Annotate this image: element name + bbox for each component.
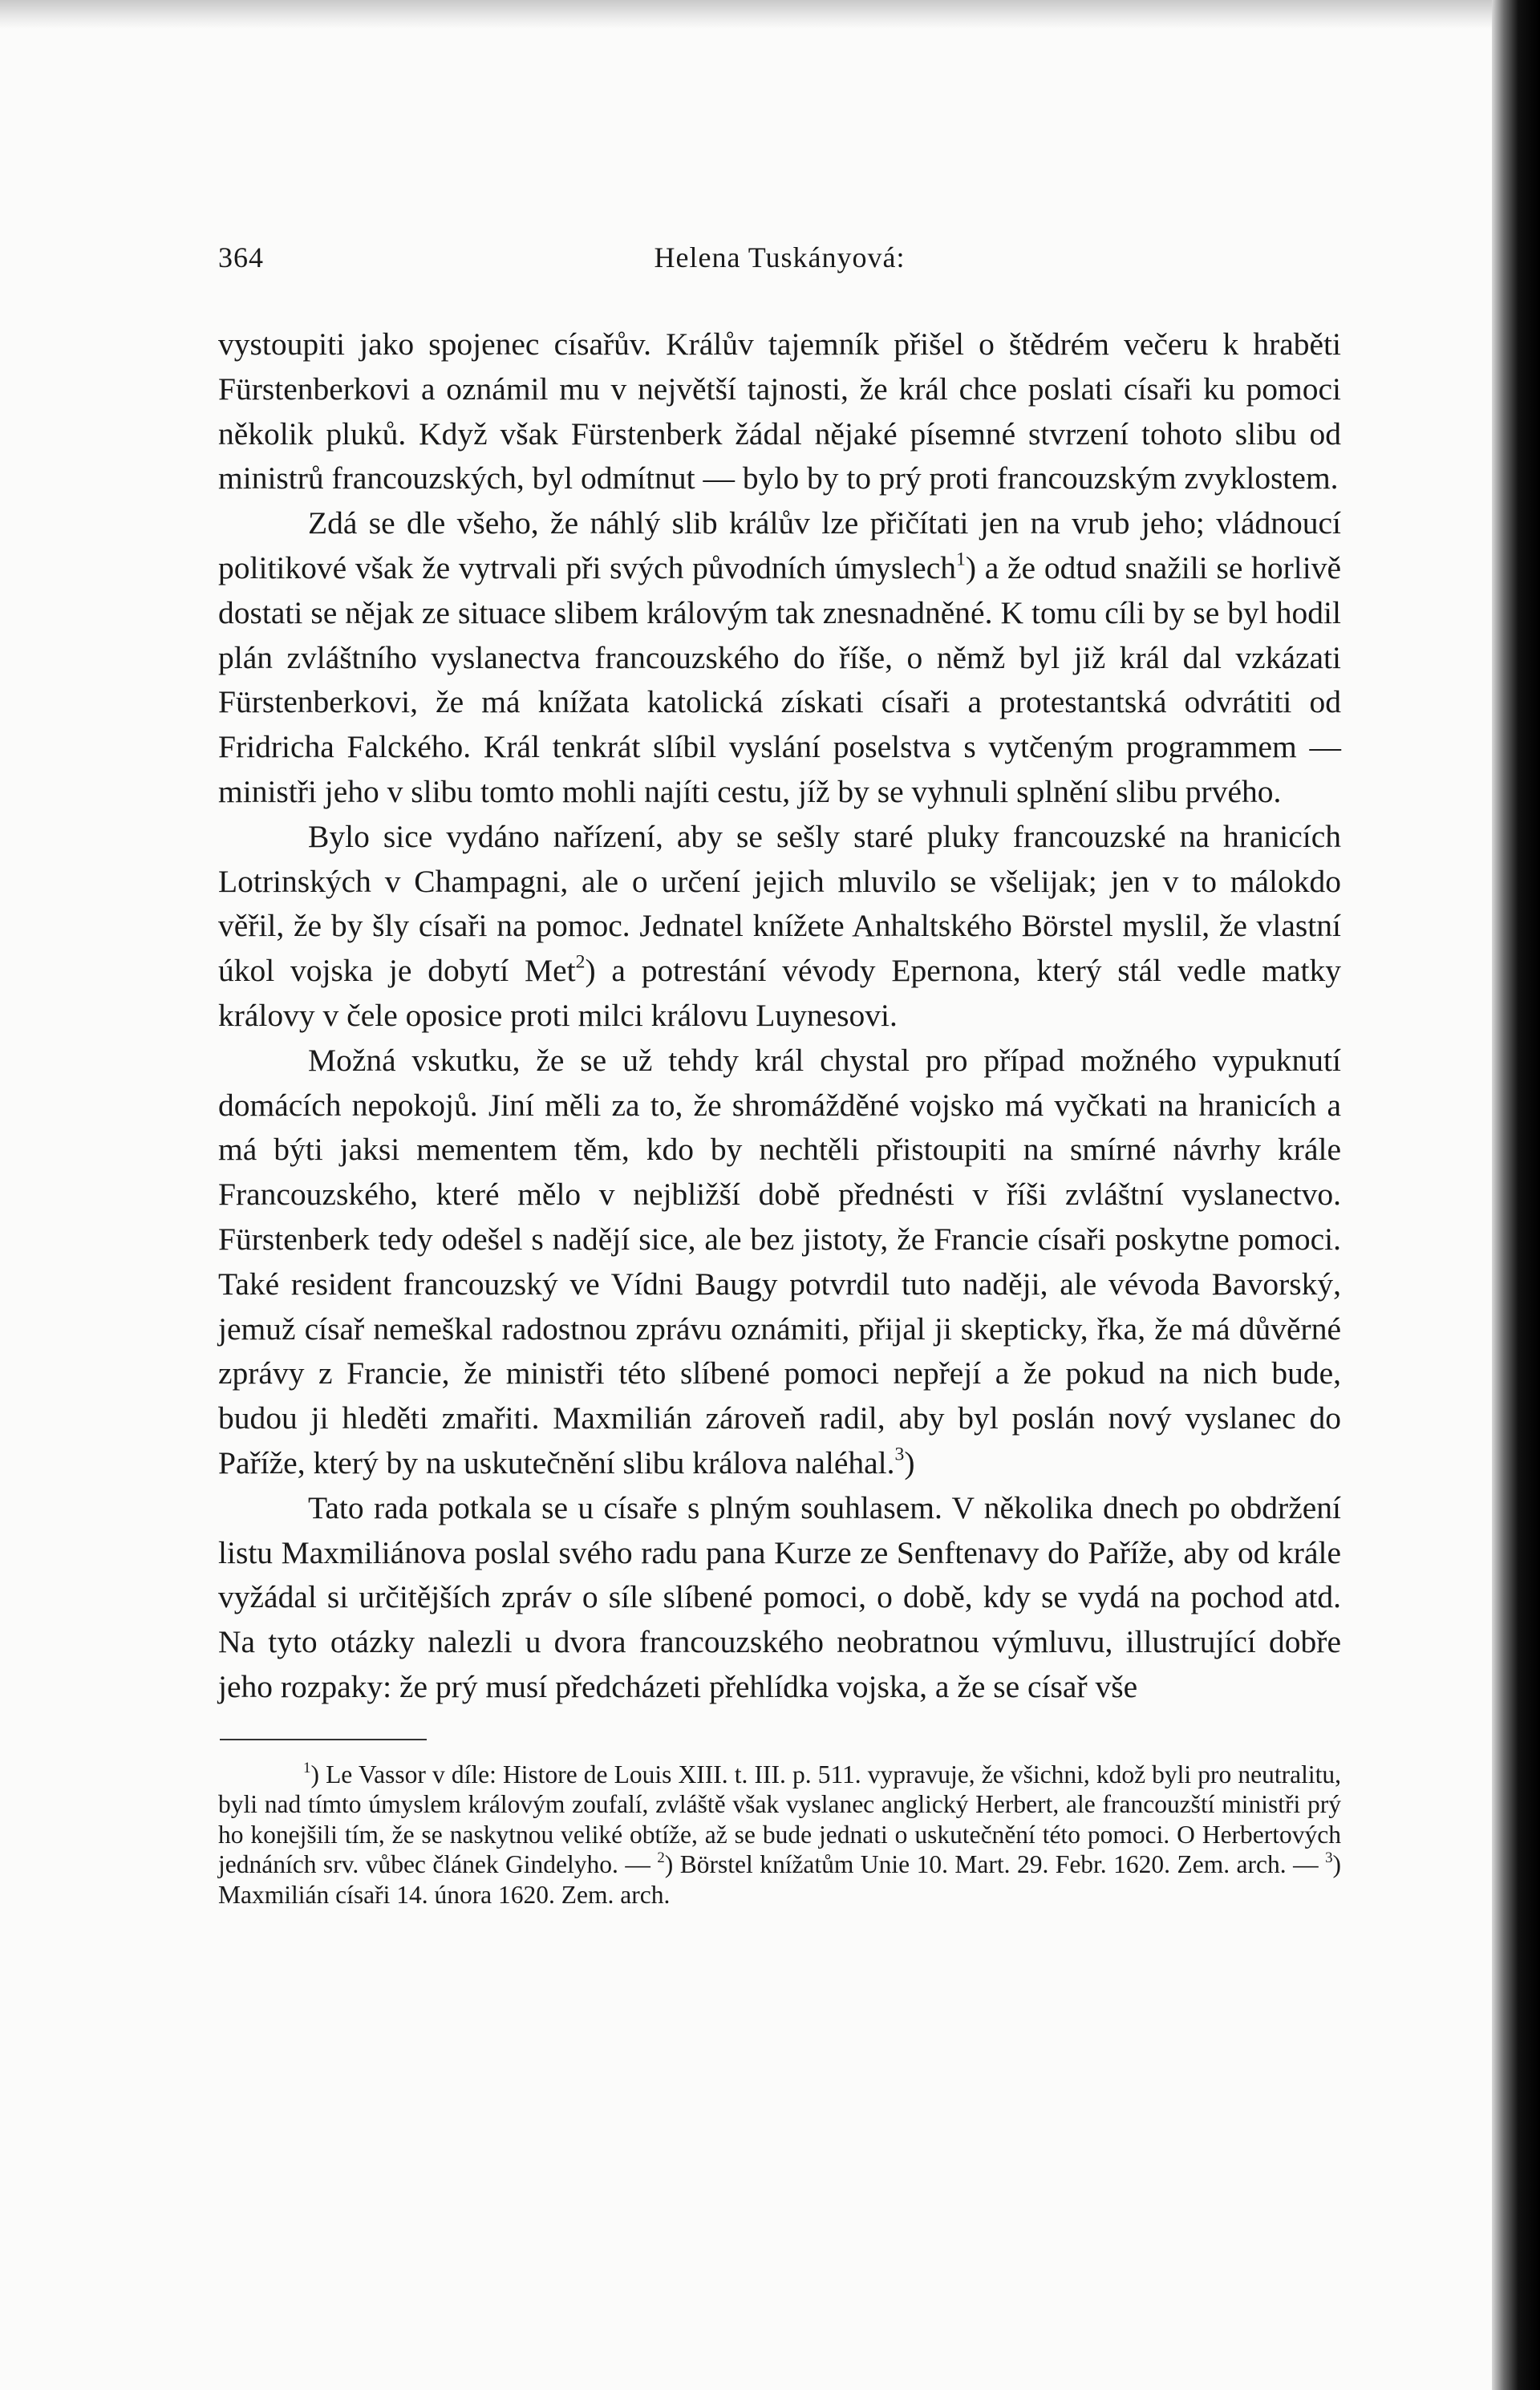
running-title: Helena Tuskányová: [654,241,906,273]
footnote-ref-3[interactable]: 3 [894,1444,905,1465]
page-header [218,241,1341,289]
footnote-divider [220,1739,427,1740]
footnote-3-text: ) Maxmilián císaři 14. února 1620. Zem. arch. [218,1850,1342,1909]
paragraph-1: vystoupiti jako spojenec císařův. Králův tajemník přišel o štědrém večeru k hraběti Fürstenberkovi a oznámil mu v největší tajnosti, že král chce poslati císaři ku pomoci několik pluků. Když však Fürstenberk žádal nějaké písemné stvrzení tohoto slibu od ministrů francouzských, byl odmítnut — bylo by to prý proti francouzským zvyklostem. [218,326,1341,496]
footnote-ref-1[interactable]: 1 [955,549,966,570]
paragraph-5: Tato rada potkala se u císaře s plným souhlasem. V několika dnech po obdržení listu Maxmiliánova poslal svého radu pana Kurze ze Senftenavy do Paříže, aby od krále vyžádal si určitějších zpráv o síle slíbené pomoci, o době, kdy se vydá na pochod atd. Na tyto otázky nalezli u dvora francouzského neobratnou výmluvu, illustrující dobře jeho rozpaky: že prý musí předcházeti přehlídka vojska, a že se císař vše [218,1489,1341,1704]
body-text [218,322,1341,1710]
footnote-1-text: ) Le Vassor v díle: Histore de Louis XIII. t. III. p. 511. vypravuje, že všichni, kdož byli pro neutralitu, byli nad tímto úmyslem královým zoufalí, zvláště však vyslanec anglický Herbert, ale francouzští ministři prý ho konejšili tím, že se naskytnou veliké obtíže, až se bude jednati o uskutečnění této pomoci. O Herbertových jednáních srv. vůbec článek Gindelyho. — [218,1760,1341,1879]
scan-right-edge [1492,0,1540,2390]
paragraph-3: Bylo sice vydáno nařízení, aby se sešly staré pluky francouzské na hranicích Lotrinských v Champagni, ale o určení jejich mluvilo se všelijak; jen v to málokdo věřil, že by šly císaři na pomoc. Jednatel knížete Anhaltského Börstel myslil, že vlastní úkol vojska je dobytí Met$^2$) a potrestání vévody Epernona, který stál vedle matky královy v čele oposice proti milci královu Luynesovi. [218,818,1342,1033]
footnote-mark-3: 3 [1325,1849,1333,1866]
paragraph-2: Zdá se dle všeho, že náhlý slib králův lze přičítati jen na vrub jeho; vládnoucí politikové však že vytrvali při svých původních úmyslech$^1$) a že odtud snažili se horlivě dostati se nějak ze situace slibem královým tak znesnadněné. K tomu cíli by se byl hodil plán zvláštního vyslanectva francouzského do říše, o němž byl již král dal vzkázati Fürstenberkovi, že má knížata katolická získati císaři a protestantská odvrátiti od Fridricha Falckého. Král tenkrát slíbil vyslání poselstva s vytčeným programmem — ministři jeho v slibu tomto mohli najíti cestu, jíž by se vyhnuli splnění slibu prvého. [218,505,1341,809]
scan-top-edge [0,0,1540,29]
footnotes [218,1760,1341,1910]
paragraph-4: Možná vskutku, že se už tehdy král chystal pro případ možného vypuknutí domácích nepokojů. Jiní měli za to, že shromážděné vojsko má vyčkati na hranicích a má býti jaksi mementem těm, kdo by nechtěli přistoupiti na smírné návrhy krále Francouzského, které mělo v nejbližší době přednésti v říši zvláštní vyslanectvo. Fürstenberk tedy odešel s nadějí sice, ale bez jistoty, že Francie císaři poskytne pomoci. Také resident francouzský ve Vídni Baugy potvrdil tuto naději, ale vévoda Bavorský, jemuž císař nemeškal radostnou zprávu oznámiti, přijal ji skepticky, řka, že má důvěrné zprávy z Francie, že ministři této slíbené pomoci nepřejí a že pokud na nich bude, budou ji hleděti zmařiti. Maxmilián zároveň radil, aby byl poslán nový vyslanec do Paříže, který by na uskutečnění slibu králova naléhal.$^3$) [218,1042,1341,1481]
book-page [218,241,1341,1910]
page-number: 364 [218,241,264,273]
footnote-mark-2: 2 [657,1849,665,1866]
footnote-2-text: ) Börstel knížatům Unie 10. Mart. 29. Febr. 1620. Zem. arch. — [664,1850,1326,1879]
footnote-ref-2[interactable]: 2 [575,951,586,973]
footnote-mark-1: 1 [303,1759,311,1776]
